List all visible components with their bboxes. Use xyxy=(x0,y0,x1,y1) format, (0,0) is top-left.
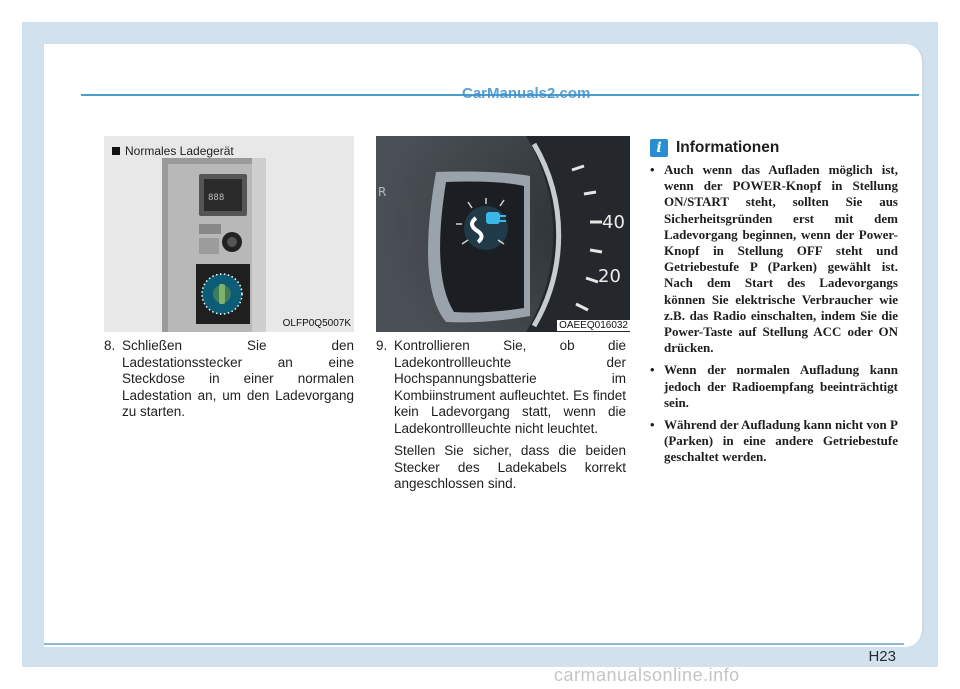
info-item: • Wenn der normalen Aufladung kann jedoch der Radioempfang beeinträchtigt sein. xyxy=(650,362,898,410)
bullet-icon: • xyxy=(650,362,655,378)
info-item: • Während der Aufladung kann nicht von P (Parken) in eine andere Getriebestufe geschaltet werden. xyxy=(650,417,898,465)
info-list xyxy=(650,162,898,472)
info-header xyxy=(650,138,779,158)
gauge-label-20: 20 xyxy=(598,266,621,287)
step-text-2: Stellen Sie sicher, dass die beiden Stecker des Ladekabels korrekt angeschlossen sind. xyxy=(394,443,626,491)
bullet-icon: • xyxy=(650,417,655,433)
display-readout: 888 xyxy=(208,193,225,203)
bullet-icon: • xyxy=(650,162,655,177)
bottom-rule xyxy=(44,643,904,645)
figure-code: OLFP0Q5007K xyxy=(282,318,351,329)
watermark-bottom: carmanualsonline.info xyxy=(554,665,740,685)
step-9 xyxy=(376,338,626,499)
gear-indicator: R xyxy=(378,185,387,199)
page-frame xyxy=(22,22,938,667)
step-text: Kontrollieren Sie, ob die Ladekontrollleuchte der Hochspannungsbatterie im Kombiinstrument aufleuchtet. Es findet kein Ladevorgang statt, wenn die Ladekontrollleuchte nicht leuchtet. xyxy=(394,338,626,436)
gauge-label-40: 40 xyxy=(602,212,625,233)
info-title: Informationen xyxy=(676,139,780,156)
instrument-cluster-illustration xyxy=(376,136,630,332)
manual-page xyxy=(44,44,924,665)
watermark-top: CarManuals2.com xyxy=(462,85,591,102)
figure-code: OAEEQ016032 xyxy=(559,320,628,331)
figure-instrument-cluster xyxy=(376,136,630,332)
info-item: • Auch wenn das Aufladen möglich ist, wenn der POWER-Knopf in Stellung ON/START steht, sollten Sie aus Sicherheitsgründen erst mit dem Ladevorgang beginnen, wenn der Power-Knopf in Stellung OFF steht und Getriebestufe P (Parken) gewählt ist. Nach dem Start des Ladevorgangs können Sie elektrische Verbraucher wie z.B. das Radio einschalten, indem Sie die Power-Taste auf Stellung ACC oder ON drücken. xyxy=(650,162,898,356)
step-number: 9. xyxy=(376,338,388,353)
figure-caption: Normales Ladegerät xyxy=(112,144,234,158)
page-number: H23 xyxy=(868,648,896,665)
charging-station-illustration xyxy=(104,136,354,332)
step-text: Schließen Sie den Ladestationsstecker an eine Steckdose in einer normalen Ladestation an, um den Ladevorgang zu starten. xyxy=(122,338,354,419)
step-number: 8. xyxy=(104,338,116,353)
figure-charging-station xyxy=(104,136,354,332)
info-icon: i xyxy=(650,139,668,157)
step-8 xyxy=(104,338,354,427)
